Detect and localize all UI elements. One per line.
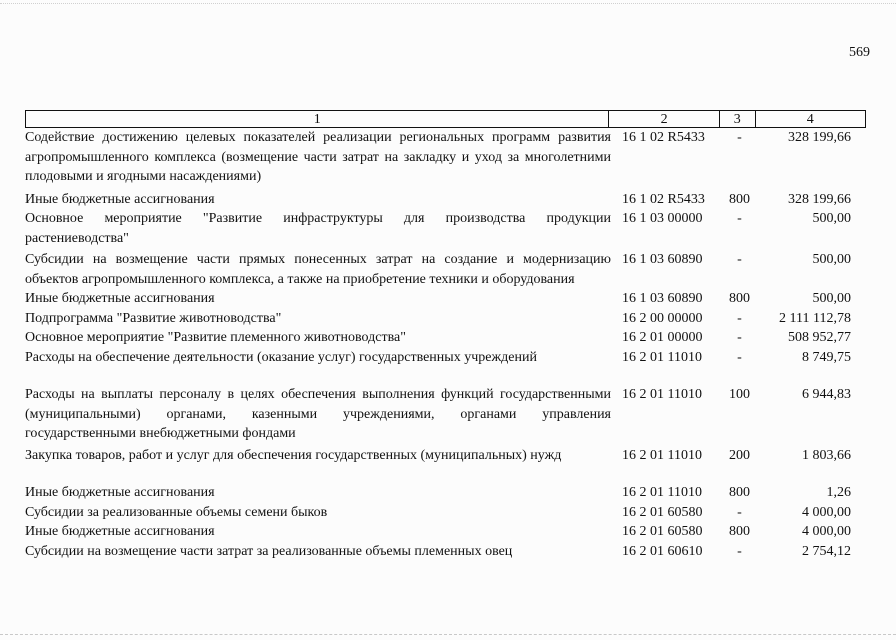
row-name: Закупка товаров, работ и услуг для обеспечения государственных (муниципальных) нужд xyxy=(25,447,562,463)
row-code: 16 2 01 11010 xyxy=(622,485,702,500)
row-code: 16 2 01 00000 xyxy=(622,330,703,345)
row-code: 16 2 01 11010 xyxy=(622,349,702,365)
row-type: - xyxy=(737,130,742,145)
row-sum: 328 199,66 xyxy=(788,130,851,145)
row-name: Основное мероприятие "Развитие инфраструктуры для производства продукции растениеводства" xyxy=(25,211,611,246)
row-code: 16 2 01 60610 xyxy=(622,543,703,559)
row-name: Содействие достижению целевых показателей реализации региональных программ развития агропромышленного комплекса (возмещение части затрат на закладку и уход за многолетними плодовыми и ягодными насаждениями) xyxy=(25,130,611,184)
table-row xyxy=(25,328,866,348)
row-sum: 500,00 xyxy=(812,252,851,267)
row-code: 16 2 01 11010 xyxy=(622,387,702,402)
table-row xyxy=(25,483,866,503)
scan-edge-top xyxy=(0,3,896,5)
row-sum: 508 952,77 xyxy=(788,330,851,345)
table-row xyxy=(25,190,866,210)
table-row xyxy=(25,209,866,248)
row-sum: 500,00 xyxy=(812,291,851,306)
table-row xyxy=(25,128,866,187)
row-code: 16 1 03 00000 xyxy=(622,211,703,226)
row-name: Подпрограмма "Развитие животноводства" xyxy=(25,310,282,326)
table-row xyxy=(25,309,866,329)
row-type: 800 xyxy=(729,191,750,207)
row-code: 16 1 02 R5433 xyxy=(622,191,705,207)
row-sum: 4 000,00 xyxy=(802,524,851,539)
page-number: 569 xyxy=(849,45,870,60)
row-name: Субсидии на возмещение части прямых понесенных затрат на создание и модернизацию объектов агропромышленного комплекса, а также на приобретение техники и оборудования xyxy=(25,252,611,287)
table-row xyxy=(25,542,866,562)
table-body xyxy=(25,128,866,561)
row-type: - xyxy=(737,504,742,520)
table-row xyxy=(25,348,866,368)
row-type: 800 xyxy=(729,485,750,500)
row-type: 800 xyxy=(729,524,750,539)
row-type: - xyxy=(737,310,742,326)
table-row xyxy=(25,385,866,444)
header-col-3: 3 xyxy=(719,111,755,128)
row-type: 800 xyxy=(729,291,750,306)
row-name: Расходы на выплаты персоналу в целях обеспечения выполнения функций государственными (муниципальными) органами, казенными учреждениями, органами управления государственными внебюджетными фондами xyxy=(25,387,611,441)
header-col-2: 2 xyxy=(609,111,719,128)
row-name: Иные бюджетные ассигнования xyxy=(25,485,215,500)
row-sum: 6 944,83 xyxy=(802,387,851,402)
header-col-4: 4 xyxy=(755,111,865,128)
row-type: 100 xyxy=(729,387,750,402)
row-name: Основное мероприятие "Развитие племенного животноводства" xyxy=(25,330,406,345)
row-type: - xyxy=(737,330,742,345)
row-sum: 8 749,75 xyxy=(802,349,851,365)
row-code: 16 1 02 R5433 xyxy=(622,130,705,145)
table-row xyxy=(25,522,866,542)
row-name: Иные бюджетные ассигнования xyxy=(25,191,215,207)
row-type: - xyxy=(737,543,742,559)
row-type: - xyxy=(737,252,742,267)
row-name: Субсидии на возмещение части затрат за реализованные объемы племенных овец xyxy=(25,543,513,559)
row-code: 16 2 01 60580 xyxy=(622,504,703,520)
row-sum: 4 000,00 xyxy=(802,504,851,520)
row-type: - xyxy=(737,349,742,365)
table-row xyxy=(25,250,866,289)
row-code: 16 1 03 60890 xyxy=(622,291,703,306)
row-sum: 328 199,66 xyxy=(788,191,851,207)
row-name: Расходы на обеспечение деятельности (оказание услуг) государственных учреждений xyxy=(25,349,537,365)
row-name: Иные бюджетные ассигнования xyxy=(25,524,215,539)
table-header xyxy=(25,110,866,128)
row-type: 200 xyxy=(729,447,750,463)
row-sum: 1 803,66 xyxy=(802,447,851,463)
row-name: Субсидии за реализованные объемы семени быков xyxy=(25,504,328,520)
table-row xyxy=(25,446,866,466)
row-code: 16 2 01 11010 xyxy=(622,447,702,463)
header-col-1: 1 xyxy=(26,111,609,128)
table-row xyxy=(25,503,866,523)
scan-edge-bottom xyxy=(0,634,896,637)
row-sum: 1,26 xyxy=(826,485,851,500)
row-sum: 2 754,12 xyxy=(802,543,851,559)
row-sum: 2 111 112,78 xyxy=(779,310,851,326)
row-code: 16 2 01 60580 xyxy=(622,524,703,539)
row-code: 16 2 00 00000 xyxy=(622,310,703,326)
row-code: 16 1 03 60890 xyxy=(622,252,703,267)
row-name: Иные бюджетные ассигнования xyxy=(25,291,215,306)
row-type: - xyxy=(737,211,742,226)
row-sum: 500,00 xyxy=(812,211,851,226)
table-row xyxy=(25,289,866,309)
